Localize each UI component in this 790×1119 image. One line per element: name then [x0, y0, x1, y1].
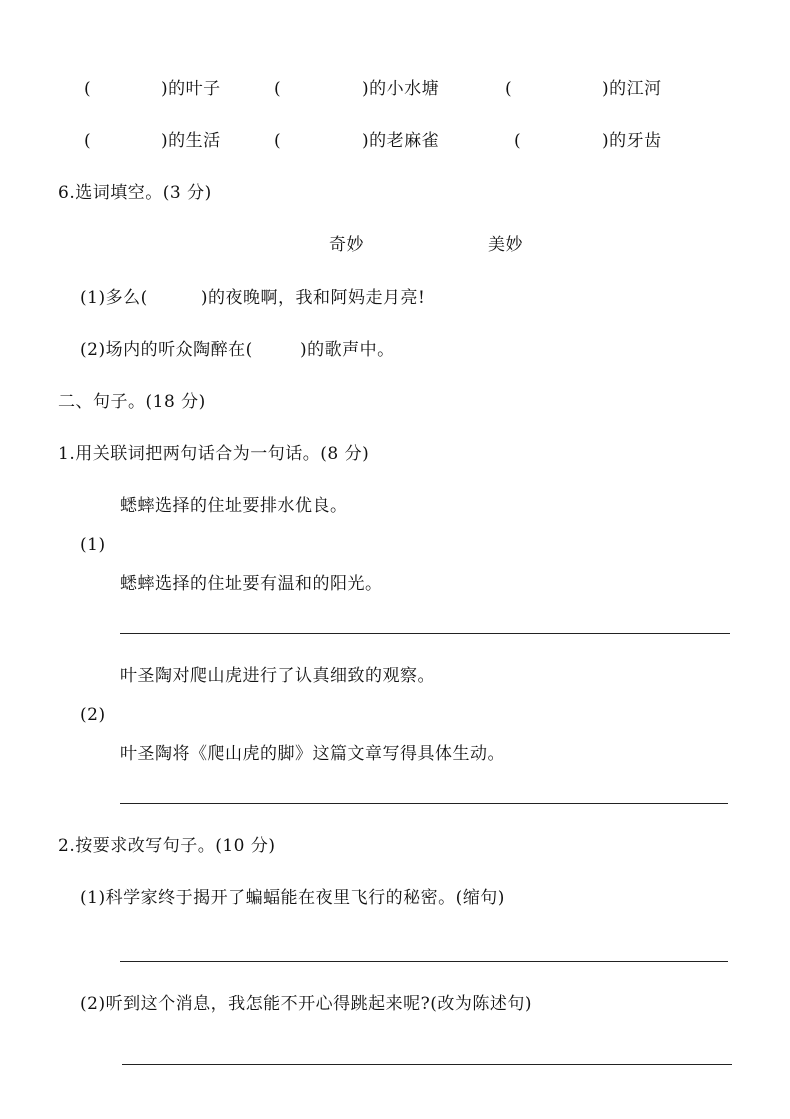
q6-word-option-1: 奇妙 — [329, 235, 364, 255]
q6-item-1: (1)多么( )的夜晚啊，我和阿妈走月亮! — [80, 288, 426, 308]
blank-open-paren: ( — [514, 131, 522, 151]
blank-open-paren: ( — [505, 79, 513, 99]
q1-part1-sentence-1: 蟋蟀选择的住址要排水优良。 — [120, 496, 348, 516]
q6-heading: 6.选词填空。(3 分) — [58, 183, 212, 203]
blank-suffix-text: )的小水塘 — [362, 79, 440, 99]
q1-part2-sentence-2: 叶圣陶将《爬山虎的脚》这篇文章写得具体生动。 — [120, 744, 505, 764]
section-2-heading: 二、句子。(18 分) — [58, 392, 206, 412]
blank-suffix-text: )的牙齿 — [602, 131, 662, 151]
q1-heading: 1.用关联词把两句话合为一句话。(8 分) — [58, 444, 370, 464]
blank-open-paren: ( — [274, 79, 282, 99]
answer-line-q2-item1[interactable] — [120, 961, 728, 962]
blank-open-paren: ( — [274, 131, 282, 151]
blank-suffix-text: )的江河 — [602, 79, 662, 99]
blank-suffix-text: )的叶子 — [161, 79, 221, 99]
blank-open-paren: ( — [84, 79, 92, 99]
q1-part1-sentence-2: 蟋蟀选择的住址要有温和的阳光。 — [120, 574, 383, 594]
answer-line-q1-part2[interactable] — [120, 803, 728, 804]
blank-suffix-text: )的老麻雀 — [362, 131, 440, 151]
blank-open-paren: ( — [84, 131, 92, 151]
q1-part2-label: (2) — [80, 705, 106, 725]
q1-part2-sentence-1: 叶圣陶对爬山虎进行了认真细致的观察。 — [120, 666, 435, 686]
q2-heading: 2.按要求改写句子。(10 分) — [58, 836, 276, 856]
q1-part1-label: (1) — [80, 535, 106, 555]
q2-item-2: (2)听到这个消息，我怎能不开心得跳起来呢?(改为陈述句) — [80, 994, 532, 1014]
q6-item-2: (2)场内的听众陶醉在( )的歌声中。 — [80, 340, 395, 360]
answer-line-q1-part1[interactable] — [120, 633, 730, 634]
q2-item-1: (1)科学家终于揭开了蝙蝠能在夜里飞行的秘密。(缩句) — [80, 888, 505, 908]
q6-word-option-2: 美妙 — [488, 235, 523, 255]
blank-suffix-text: )的生活 — [161, 131, 221, 151]
answer-line-q2-item2[interactable] — [122, 1064, 732, 1065]
